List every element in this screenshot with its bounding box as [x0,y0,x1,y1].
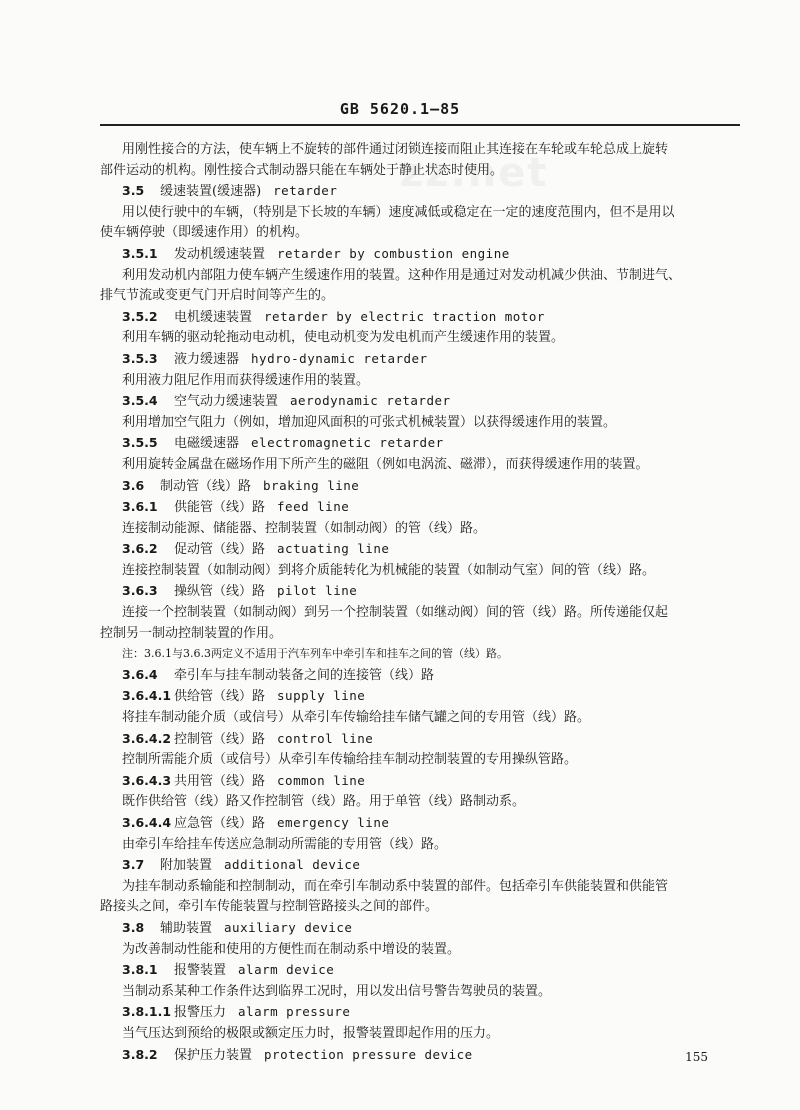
section-heading [100,539,740,561]
section-title-zh: 报警压力 [174,1005,227,1021]
section-heading [100,771,740,793]
note-line: 注：3.6.1与3.6.3两定义不适用于汽车列车中牵引车和挂车之间的管（线）路。 [122,647,508,661]
section-title-en: braking line [263,477,360,493]
section-title-en: control line [277,730,374,746]
section-number: 3.5.2 [122,308,158,324]
section-heading [100,1002,740,1024]
section-title-en: hydro-dynamic retarder [251,350,428,366]
section-title-zh: 液力缓速器 [174,351,240,367]
section-title-en: alarm pressure [238,1004,351,1020]
paragraph-line: 为挂车制动系输能和控制制动，而在牵引车制动系中装置的部件。包括牵引车供能装置和供能管 [122,878,669,894]
section-title-en: pilot line [277,583,358,599]
section-heading [100,813,740,835]
section-heading [100,476,740,498]
section-title-zh: 电磁缓速器 [174,436,240,452]
section-title-en: retarder by electric traction motor [264,308,545,324]
page-header-standard-number: GB 5620.1—85 [339,100,461,118]
paragraph-line: 将挂车制动能介质（或信号）从牵引车传输给挂车储气罐之间的专用管（线）路。 [122,710,591,726]
section-number: 3.5.3 [122,350,158,366]
section-title-zh: 供给管（线）路 [174,689,266,705]
section-title-en: emergency line [277,815,390,830]
paragraph-line: 连接控制装置（如制动阀）到将介质能转化为机械能的装置（如制动气室）间的管（线）路。 [122,562,656,578]
section-title-zh: 缓速装置(缓速器) [160,184,262,200]
section-title-en: electromagnetic retarder [251,435,444,451]
section-heading [100,665,740,687]
section-number: 3.6.4.2 [122,730,172,746]
section-title-zh: 牵引车与挂车制动装备之间的连接管（线）路 [174,667,435,683]
section-title-en: common line [277,772,366,788]
section-title-en: retarder [273,183,338,199]
paragraph-line: 当气压达到预给的极限或额定压力时，报警装置即起作用的压力。 [122,1025,500,1041]
paragraph-line: 利用发动机内部阻力使车辆产生缓速作用的装置。这种作用是通过对发动机减少供油、节制进气、 [122,267,682,283]
section-heading [100,1045,740,1067]
section-heading [100,433,740,455]
section-title-en: auxiliary device [224,919,353,935]
section-heading [100,918,740,940]
section-heading [100,244,740,266]
paragraph-line: 既作供给管（线）路又作控制管（线）路。用于单管（线）路制动系。 [122,794,526,810]
section-title-en: feed line [277,499,350,515]
section-number: 3.8 [122,919,145,935]
section-number: 3.6 [122,477,145,493]
section-heading [100,729,740,751]
section-title-en: protection pressure device [264,1046,473,1062]
section-title-zh: 操纵管（线）路 [174,584,266,600]
section-title-zh: 辅助装置 [160,920,213,936]
section-title-en: actuating line [277,541,390,557]
section-number: 3.6.4.1 [122,688,172,704]
paragraph-line: 连接制动能源、储能器、控制装置（如制动阀）的管（线）路。 [122,520,487,536]
section-heading [100,960,740,982]
section-number: 3.7 [122,857,145,873]
section-heading [100,349,740,371]
section-heading [100,855,740,877]
section-number: 3.6.4 [122,666,158,682]
paragraph-line: 当制动系某种工作条件达到临界工况时，用以发出信号警告驾驶员的装置。 [122,983,552,999]
section-title-en: additional device [224,857,361,873]
section-number: 3.8.1.1 [122,1004,172,1020]
paragraph-line: 用刚性接合的方法，使车辆上不旋转的部件通过闭锁连接而阻止其连接在车轮或车轮总成上旋转 [122,142,669,157]
section-number: 3.6.4.4 [122,815,172,830]
section-title-zh: 发动机缓速装置 [174,246,266,262]
section-number: 3.5.5 [122,435,158,451]
section-title-zh: 促动管（线）路 [174,542,266,558]
paragraph-line: 部件运动的机构。刚性接合式制动器只能在车辆处于静止状态时使用。 [100,162,504,178]
section-title-zh: 供能管（线）路 [174,500,266,516]
section-number: 3.6.1 [122,499,158,515]
paragraph-line: 连接一个控制装置（如制动阀）到另一个控制装置（如继动阀）间的管（线）路。所传递能仅起 [122,605,669,621]
section-number: 3.5.4 [122,393,158,409]
section-title-en: aerodynamic retarder [290,393,451,409]
section-title-zh: 应急管（线）路 [174,816,266,831]
section-title-zh: 报警装置 [174,963,227,979]
paragraph-line: 利用旋转金属盘在磁场作用下所产生的磁阻（例如电涡流、磁滞），而获得缓速作用的装置。 [122,456,649,472]
section-title-en: alarm device [238,962,335,978]
header-rule [100,124,740,126]
section-heading [100,391,740,413]
section-heading [100,307,740,329]
section-title-zh: 附加装置 [160,858,213,874]
paragraph-line: 控制另一制动控制装置的作用。 [100,625,283,641]
section-heading [100,181,740,203]
section-heading [100,581,740,603]
section-number: 3.6.3 [122,583,158,599]
section-title-zh: 保护压力装置 [174,1047,253,1063]
paragraph-line: 由牵引车给挂车传送应急制动所需能的专用管（线）路。 [122,836,448,852]
paragraph-line: 为改善制动性能和使用的方便性而在制动系中增设的装置。 [122,941,461,957]
paragraph-line: 用以使行驶中的车辆，（特别是下长坡的车辆）速度减低或稳定在一定的速度范围内，但不是用以 [122,204,675,220]
section-heading [100,497,740,519]
paragraph-line: 使车辆停驶（即缓速作用）的机构。 [100,225,309,241]
paragraph-line: 路接头之间，牵引车传能装置与控制管路接头之间的部件。 [100,899,439,915]
document-body [100,140,740,1066]
paragraph-line: 控制所需能介质（或信号）从牵引车传输给挂车制动控制装置的专用操纵管路。 [122,752,578,768]
section-title-en: retarder by combustion engine [277,245,510,261]
section-title-en: supply line [277,688,366,704]
section-title-zh: 电机缓速装置 [174,309,253,325]
section-title-zh: 控制管（线）路 [174,731,266,747]
page-number: 155 [685,1050,708,1064]
section-title-zh: 共用管（线）路 [174,773,266,789]
section-title-zh: 制动管（线）路 [160,478,252,494]
section-number: 3.5 [122,183,145,199]
paragraph-line: 排气节流或变更气门开启时间等产生的。 [100,288,335,304]
paragraph-line: 利用车辆的驱动轮拖动电动机，使电动机变为发电机而产生缓速作用的装置。 [122,330,565,346]
section-number: 3.6.4.3 [122,772,172,788]
section-number: 3.8.2 [122,1046,158,1062]
section-number: 3.5.1 [122,245,158,261]
paragraph-line: 利用液力阻尼作用而获得缓速作用的装置。 [122,372,370,388]
section-number: 3.6.2 [122,541,158,557]
watermark: zz.net [400,150,549,196]
section-number: 3.8.1 [122,962,158,978]
paragraph-line: 利用增加空气阻力（例如，增加迎风面积的可张式机械装置）以获得缓速作用的装置。 [122,414,617,430]
section-heading [100,686,740,708]
section-title-zh: 空气动力缓速装置 [174,394,279,410]
